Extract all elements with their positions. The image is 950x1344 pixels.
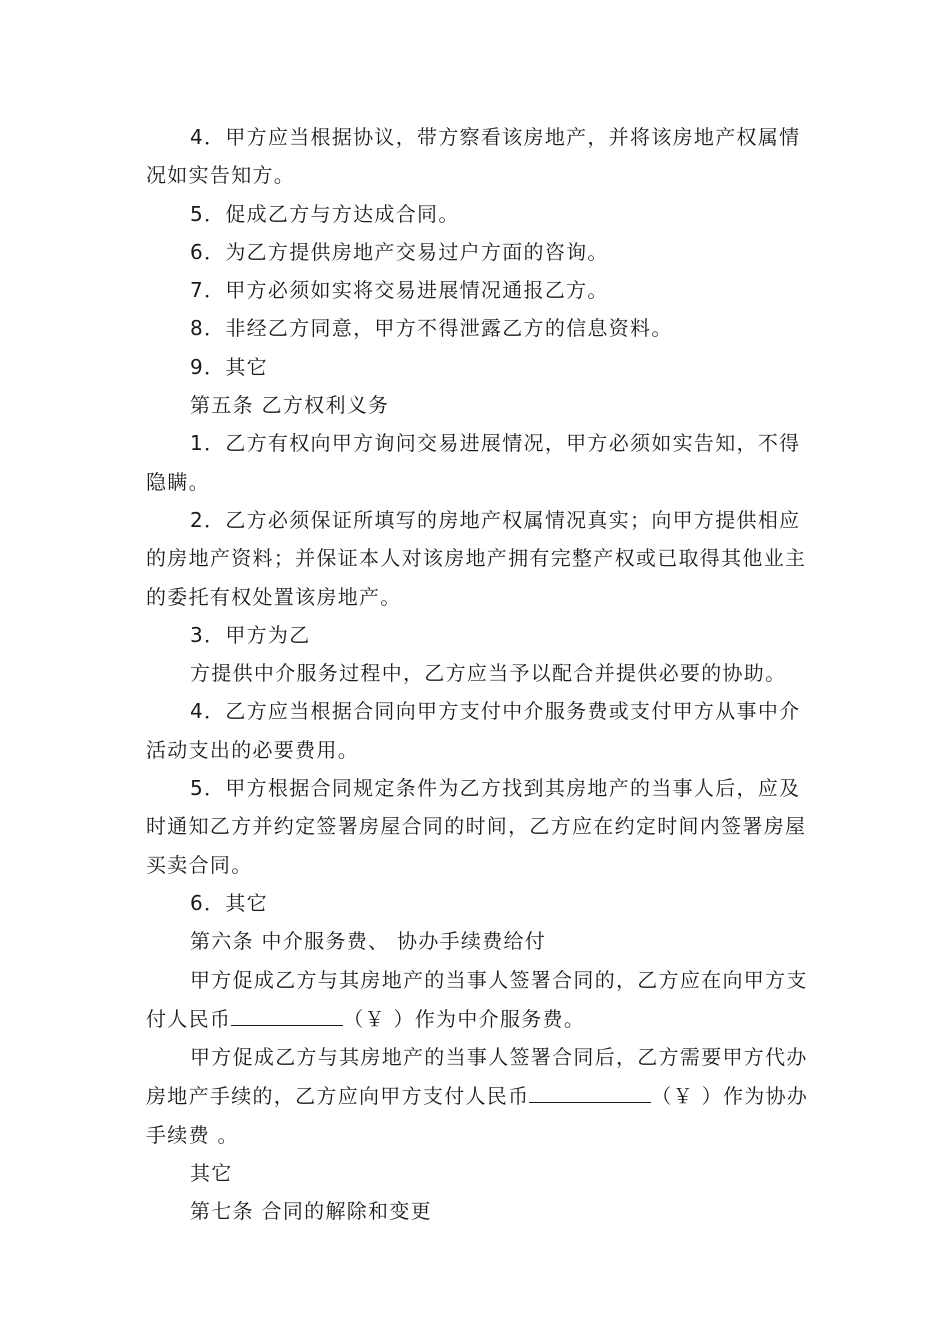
article-5-clause-4: 4．乙方应当根据合同向甲方支付中介服务费或支付甲方从事中介活动支出的必要费用。 [146, 699, 801, 762]
article-5-clause-3b: 方提供中介服务过程中，乙方应当予以配合并提供必要的协助。 [190, 661, 787, 686]
fee-clause-1-text: 甲方促成乙方与其房地产的当事人签署合同的，乙方应在向甲方支付人民币 [146, 967, 808, 1031]
clause-7-para: 7．甲方必须如实将交易进展情况通报乙方。 [190, 278, 609, 303]
clause-8-para: 8．非经乙方同意，甲方不得泄露乙方的信息资料。 [190, 316, 673, 341]
article-7-heading: 第七条 合同的解除和变更 [190, 1199, 432, 1224]
article-5-heading: 第五条 乙方权利义务 [190, 393, 390, 418]
fee-clause-1-suffix: （￥ ）作为中介服务费。 [343, 1006, 586, 1031]
article-6-other: 其它 [190, 1161, 233, 1186]
clause-5-para: 5．促成乙方与方达成合同。 [190, 201, 460, 226]
clause-4-para: 4．甲方应当根据协议，带方察看该房地产，并将该房地产权属情况如实告知方。 [146, 125, 801, 188]
fee-clause-1 [146, 961, 810, 1039]
fee-clause-2-text: 甲方促成乙方与其房地产的当事人签署合同后，乙方需要甲方代办房地产手续的，乙方应向甲方支付人民币 [146, 1045, 808, 1109]
fee-clause-2 [146, 1038, 810, 1154]
article-5-clause-6: 6．其它 [190, 890, 268, 915]
article-5-clause-5: 5．甲方根据合同规定条件为乙方找到其房地产的当事人后，应及时通知乙方并约定签署房屋合同的时间，乙方应在约定时间内签署房屋买卖合同。 [146, 776, 807, 877]
clause-9-para: 9．其它 [190, 354, 268, 379]
article-5-clause-1: 1．乙方有权向甲方询问交易进展情况，甲方必须如实告知，不得隐瞒。 [146, 431, 801, 494]
article-5-clause-2: 2．乙方必须保证所填写的房地产权属情况真实；向甲方提供相应的房地产资料；并保证本人对该房地产拥有完整产权或已取得其他业主的委托有权处置该房地产。 [146, 507, 807, 609]
contract-body [146, 118, 810, 1231]
clause-6-para: 6．为乙方提供房地产交易过户方面的咨询。 [190, 239, 609, 264]
article-5-clause-3a: 3．甲方为乙 [190, 622, 311, 647]
fee-amount-blank-2 [529, 1076, 651, 1103]
fee-amount-blank-1 [231, 999, 343, 1026]
fee-clause-2-suffix: （￥ ）作为协办手续费 。 [146, 1084, 809, 1147]
article-6-heading: 第六条 中介服务费、 协办手续费给付 [190, 929, 547, 954]
